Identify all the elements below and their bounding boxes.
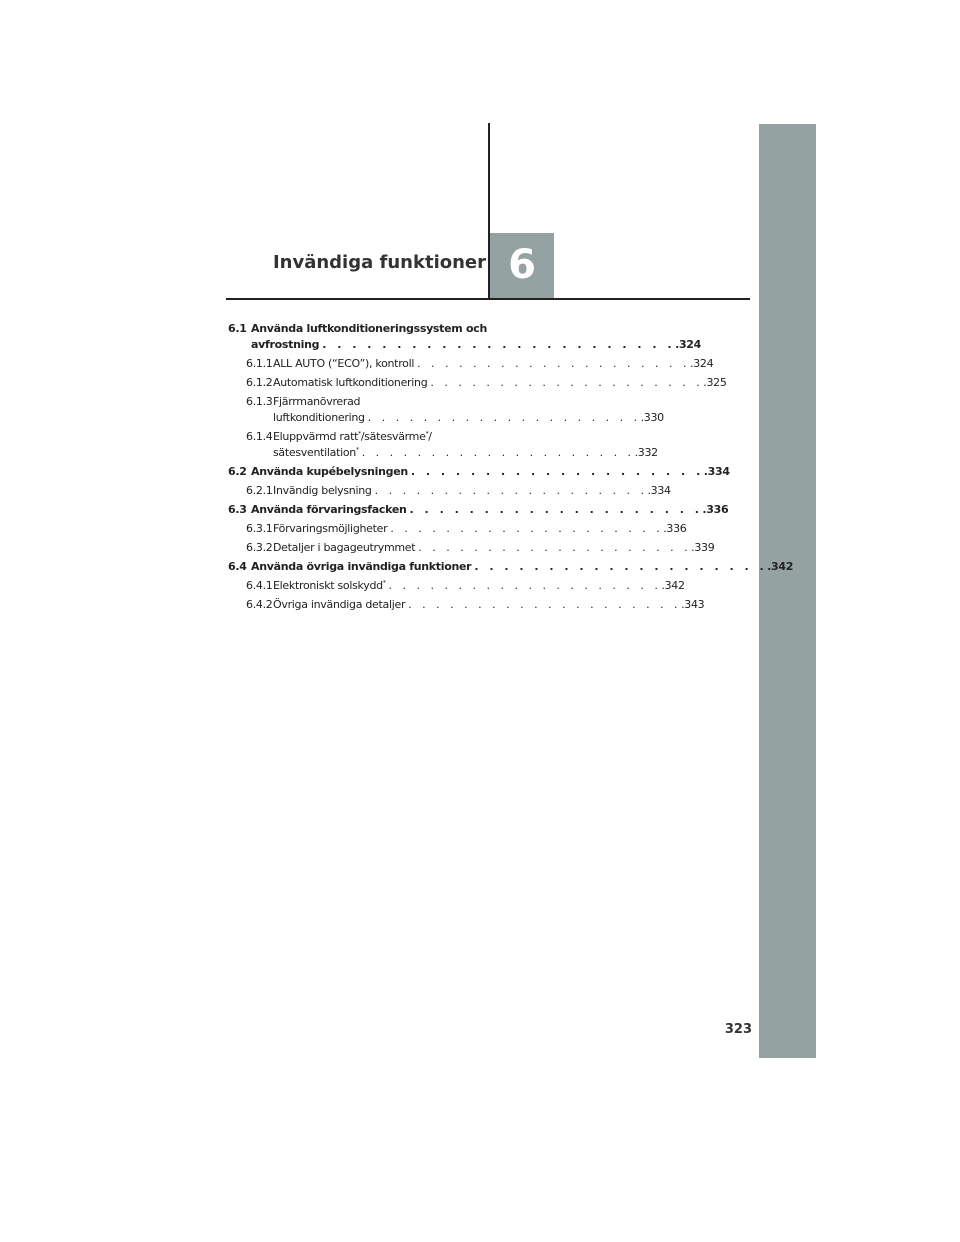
toc-entry-6-1[interactable] [228, 321, 702, 353]
toc-entry-title: Elektroniskt solskydd* [273, 579, 386, 592]
toc-entry-title: Fjärrmanövrerad [273, 395, 361, 408]
toc-entry-number: 6.3 [228, 503, 247, 516]
toc-entry-6-1-1[interactable] [228, 356, 714, 372]
chapter-number-badge: 6 [490, 233, 554, 298]
toc-entry-6-3-2[interactable] [228, 540, 715, 556]
toc-entry-title: Använda förvaringsfacken [251, 503, 407, 516]
toc-entry-6-2-1[interactable] [228, 483, 671, 499]
toc-entry-6-3-1[interactable] [228, 521, 687, 537]
toc-entry-title: Använda kupébelysningen [251, 465, 408, 478]
toc-entry-number: 6.1.4 [246, 430, 273, 443]
leader-dots: . . . . . . . . . . . . . . . . . . . . . . . . [322, 338, 676, 351]
table-of-contents [228, 321, 794, 616]
toc-entry-page: .339 [691, 541, 715, 554]
toc-entry-title: Detaljer i bagageutrymmet [273, 541, 416, 554]
toc-entry-6-4-1[interactable] [228, 578, 685, 594]
toc-entry-page: .343 [681, 598, 705, 611]
toc-entry-6-4-2[interactable] [228, 597, 705, 613]
chapter-side-tab [759, 124, 816, 1058]
leader-dots: . . . . . . . . . . . . . . . . . . . . [430, 376, 704, 389]
footnote-asterisk: * [425, 430, 429, 438]
toc-entry-title: Automatisk luftkonditionering [273, 376, 428, 389]
leader-dots: . . . . . . . . . . . . . . . . . . . . [418, 541, 692, 554]
toc-entry-title: Använda övriga invändiga funktioner [251, 560, 472, 573]
toc-entry-number: 6.4.2 [246, 598, 273, 611]
footnote-asterisk: * [355, 446, 359, 454]
toc-entry-page: .334 [647, 484, 671, 497]
footnote-asterisk: * [382, 579, 386, 587]
toc-entry-6-3[interactable] [228, 502, 729, 518]
toc-entry-number: 6.1 [228, 322, 247, 335]
toc-entry-number: 6.4.1 [246, 579, 273, 592]
leader-dots: . . . . . . . . . . . . . . . . . . . . [367, 411, 641, 424]
toc-entry-title: Använda luftkonditioneringssystem och [251, 322, 488, 335]
footnote-asterisk: * [358, 430, 361, 438]
toc-entry-title-cont: sätesventilation* [273, 446, 359, 459]
header-horizontal-rule [226, 298, 750, 300]
toc-entry-title: Eluppvärmd ratt*/sätesvärme*/ [273, 430, 432, 443]
toc-entry-page: .324 [675, 338, 702, 351]
leader-dots: . . . . . . . . . . . . . . . . . . . . [474, 560, 768, 573]
leader-dots: . . . . . . . . . . . . . . . . . . . . [374, 484, 648, 497]
toc-entry-title-cont: luftkonditionering [273, 411, 365, 424]
toc-entry-6-2[interactable] [228, 464, 730, 480]
toc-entry-number: 6.2.1 [246, 484, 273, 497]
toc-entry-number: 6.1.1 [246, 357, 273, 370]
toc-entry-number: 6.3.1 [246, 522, 273, 535]
toc-entry-page: .342 [661, 579, 685, 592]
toc-entry-page: .324 [690, 357, 714, 370]
toc-entry-6-1-2[interactable] [228, 375, 727, 391]
toc-entry-title: Övriga invändiga detaljer [273, 598, 406, 611]
leader-dots: . . . . . . . . . . . . . . . . . . . . [410, 465, 704, 478]
toc-entry-page: .330 [640, 411, 664, 424]
toc-entry-page: .336 [663, 522, 687, 535]
toc-entry-page: .336 [702, 503, 729, 516]
toc-entry-page: .332 [634, 446, 658, 459]
toc-entry-6-1-4[interactable] [228, 429, 658, 461]
leader-dots: . . . . . . . . . . . . . . . . . . . . [417, 357, 690, 370]
leader-dots: . . . . . . . . . . . . . . . . . . . . [390, 522, 664, 535]
toc-entry-number: 6.3.2 [246, 541, 273, 554]
toc-entry-page: .325 [703, 376, 727, 389]
toc-entry-number: 6.2 [228, 465, 247, 478]
toc-entry-page: .342 [767, 560, 794, 573]
toc-entry-number: 6.1.2 [246, 376, 273, 389]
toc-entry-6-4[interactable] [228, 559, 794, 575]
toc-entry-title: Förvaringsmöjligheter [273, 522, 388, 535]
toc-entry-page: .334 [703, 465, 730, 478]
leader-dots: . . . . . . . . . . . . . . . . . . . . [361, 446, 635, 459]
leader-dots: . . . . . . . . . . . . . . . . . . . . [409, 503, 703, 516]
toc-entry-number: 6.4 [228, 560, 247, 573]
leader-dots: . . . . . . . . . . . . . . . . . . . . [408, 598, 682, 611]
toc-entry-title: ALL AUTO (“ECO”), kontroll [273, 357, 415, 370]
page-number: 323 [724, 1022, 752, 1037]
leader-dots: . . . . . . . . . . . . . . . . . . . . [388, 579, 662, 592]
toc-entry-6-1-3[interactable] [228, 394, 664, 426]
chapter-title: Invändiga funktioner [272, 252, 486, 273]
toc-entry-title-cont: avfrostning [251, 338, 320, 351]
toc-entry-title: Invändig belysning [273, 484, 372, 497]
toc-entry-number: 6.1.3 [246, 395, 273, 408]
